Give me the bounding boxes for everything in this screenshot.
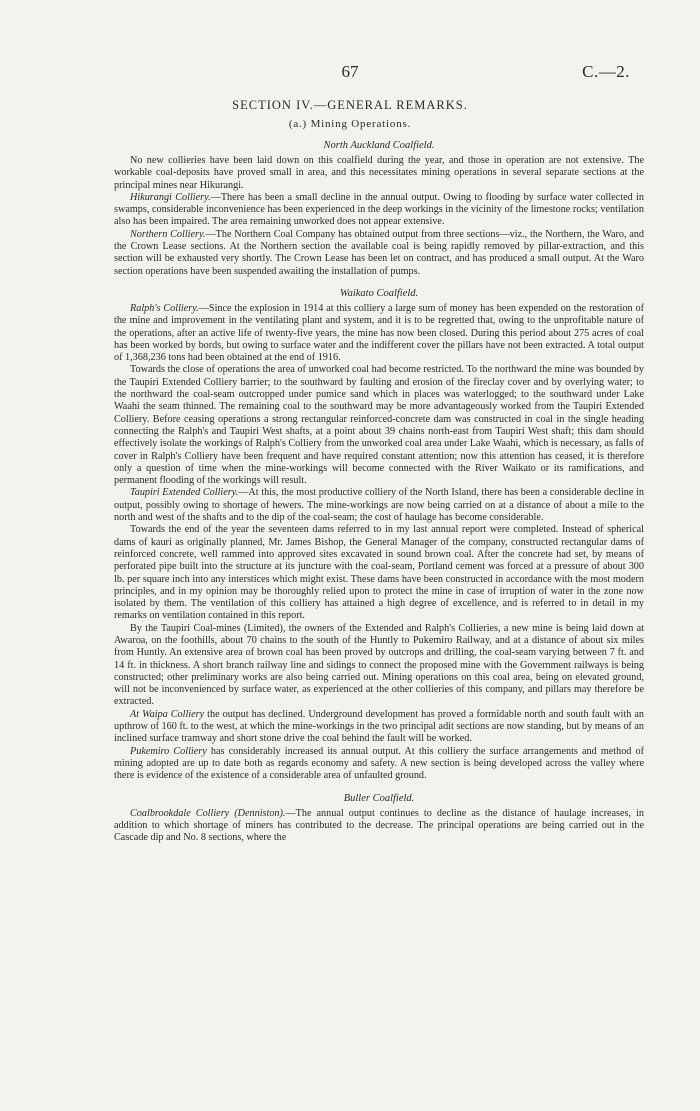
subsection-title: (a.) Mining Operations. — [288, 118, 412, 130]
paragraph-text: —The Northern Coal Company has obtained output from three sections—viz., the Northern, the Waro, and the Crown Lease sections. At the Northern section the available coal is being rapidly removed by pillar-extraction, and this section will be exhausted very shortly. The Crown Lease has been let on contract, and has produced a small output. At the Waro section operations have been suspended awaiting the installation of pumps. — [114, 228, 644, 277]
paragraph-lead: Hikurangi Colliery. — [130, 191, 211, 203]
section-title: SECTION IV.—GENERAL REMARKS. — [232, 98, 468, 112]
paragraph-lead: Pukemiro Colliery — [130, 745, 207, 757]
paragraph-lead: Ralph's Colliery. — [130, 302, 199, 314]
paragraph-text: —Since the explosion in 1914 at this colliery a large sum of money has been expended on the restoration of the mine and improvement in the ventilating plant and system, and it is to be regretted that, owing to the unprofitable nature of the operations, after an active life of twenty-five years, the mine has now been closed. During this period about 275 acres of coal has been worked by bords, but owing to surface water and the indifferent cover the pillars have not been extracted. A total output of 1,368,236 tons had been obtained at the end of 1916. — [114, 302, 644, 364]
paragraph-text: —There has been a small decline in the annual output. Owing to flooding by surface water collected in swamps, considerable inconvenience has been experienced in the deep workings in the vicinity of the limestone rocks; ventilation also has been impaired. The area remaining unworked does not appear extensive. — [114, 191, 644, 228]
paragraph-text: —At this, the most productive colliery of the North Island, there has been a considerable decline in output, possibly owing to shortage of hewers. The mine-workings are now being carried on at a distance of about a mile to the north and west of the shafts and to the dip of the coal-seam; the cost of haulage has become considerable. — [114, 487, 644, 524]
paragraph — [114, 155, 644, 192]
heading-waikato: Waikato Coalfield. — [339, 287, 419, 299]
paragraph-text: —The annual output continues to decline as the distance of haulage increases, in addition to which shortage of miners has contributed to the decrease. The principal operations are being carried out in the Cascade dip and No. 8 sections, where the — [114, 807, 644, 844]
paragraph-lead: Coalbrookdale Colliery (Denniston). — [130, 807, 286, 819]
paragraph — [114, 709, 644, 746]
paragraph-text: No new collieries have been laid down on this coalfield during the year, and those in operation are not extensive. The workable coal-deposits have proved small in area, and this necessitates mining operations in several separate sections at the principal mines near Hikurangi. — [114, 155, 644, 191]
paragraph-text: Towards the close of operations the area of unworked coal had become restricted. To the northward the mine was bounded by the Taupiri Extended Colliery barrier; to the southward by faulting and erosion of the fireclay cover and by overlying water; to the northward the coal-seam outcropped under pumice sand which in places was waterlogged; to the southward under Lake Waahi the seam thinned. The remaining coal to the southward may be more advantageously worked from the Taupiri Extended Colliery. Before ceasing operations a strong rectangular reinforced-concrete dam was constructed in coal in the single heading connecting the Ralph's and Taupiri West shafts, at a point about 39 chains north-east from Taupiri West shaft; this dam should effectively isolate the workings of Ralph's Colliery from the unworked coal area under Lake Waahi, which is necessary, as falls of cover in Ralph's Colliery have been frequent and have required constant attention; now this attention has ceased, it is therefore only a question of time when the mine-workings will become connected with the River Waikato or its ramifications, and permanent flooding of the workings will result. — [114, 364, 644, 487]
heading-north-auckland: North Auckland Coalfield. — [323, 140, 435, 151]
paragraph — [114, 487, 644, 524]
paragraph — [114, 524, 644, 622]
paragraph — [114, 303, 644, 364]
body-text — [114, 136, 644, 844]
paragraph — [114, 192, 644, 229]
paragraph-text: the output has declined. Underground development has proved a formidable north and south fault with an upthrow of 160 ft. to the west, at which the mine-workings in the two principal adit sections are now standing, but by means of an inclined surface tramway and short stone drive the coal behind the fault will be worked. — [114, 708, 644, 745]
paragraph-text: By the Taupiri Coal-mines (Limited), the owners of the Extended and Ralph's Collieries, a new mine is being laid down at Awaroa, on the foothills, about 70 chains to the south of the Huntly to Pukemiro Railway, and at a distance of about six miles from Huntly. An extensive area of brown coal has been proved by outcrops and drilling, the coal-seam varying between 7 ft. and 14 ft. in thickness. A short branch railway line and sidings to connect the proposed mine with the Government railways is being constructed; other preliminary works are also being carried out. Mining operations on this coal area, being on elevated ground, will not be inconvenienced by surface water, as experienced at the other collieries of this company, and pillars may therefore be extracted. — [114, 622, 644, 708]
paragraph — [114, 364, 644, 487]
page-number: 67 — [341, 62, 359, 81]
paragraph-lead: Taupiri Extended Colliery. — [130, 487, 239, 499]
paragraph — [114, 229, 644, 278]
paragraph-text: has considerably increased its annual output. At this colliery the surface arrangements and method of mining adopted are up to date both as regards economy and safety. A new section is being developed across the valley where there is evidence of the existence of a considerable area of unfaulted ground. — [114, 745, 644, 782]
paragraph — [114, 808, 644, 845]
paragraph-lead: At Waipa Colliery — [130, 708, 205, 720]
paragraph-text: Towards the end of the year the seventeen dams referred to in my last annual report were completed. Instead of spherical dams of kauri as originally planned, Mr. James Bishop, the General Manager of the company, constructed rectangular dams of reinforced concrete, well rammed into approved sites excavated in sound brown coal. After the concrete had set, by means of perforated pipe built into the structure at its juncture with the coal-seam, Portland cement was forced at a pressure of about 300 lb. per square inch into any interstices which might exist. These dams have been constructed in accordance with the most modern principles, and in my opinion may be thoroughly relied upon to protect the mine in case of irruption of water in the zone now isolated by them. The ventilation of this colliery has attained a high degree of excellence, and is referred to in detail in my remarks on ventilation contained in this report. — [114, 524, 644, 622]
paragraph — [114, 623, 644, 709]
paragraph-lead: Northern Colliery. — [130, 228, 206, 240]
heading-buller: Buller Coalfield. — [343, 792, 415, 804]
document-reference: C.—2. — [582, 62, 630, 81]
paragraph — [114, 746, 644, 783]
